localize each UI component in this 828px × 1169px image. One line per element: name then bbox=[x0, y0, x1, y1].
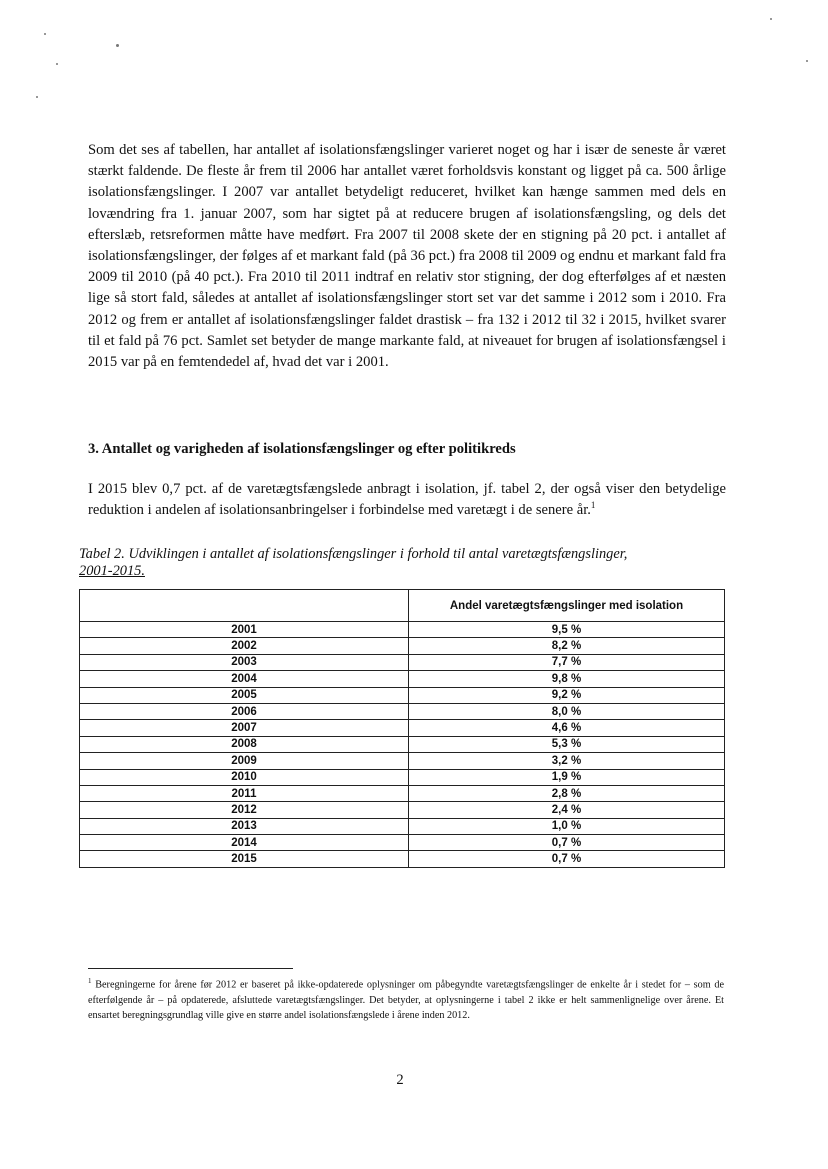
body-paragraph-2 bbox=[88, 479, 726, 521]
section-heading: 3. Antallet og varigheden af isolationsfængslinger og efter politikreds bbox=[88, 441, 516, 457]
value-cell: 1,9 % bbox=[409, 769, 725, 785]
value-cell: 1,0 % bbox=[409, 818, 725, 834]
value-cell: 7,7 % bbox=[409, 654, 725, 670]
body-paragraph-2-text: I 2015 blev 0,7 pct. af de varetægtsfængslede anbragt i isolation, jf. tabel 2, der også viser den betydelige reduktion i andelen af isolationsanbringelser i forbindelse med varetægt i de senere år. bbox=[88, 481, 726, 519]
table-row bbox=[80, 671, 725, 687]
year-cell: 2005 bbox=[80, 687, 409, 703]
table-row bbox=[80, 818, 725, 834]
value-cell: 5,3 % bbox=[409, 736, 725, 752]
table-header-row bbox=[80, 590, 725, 622]
year-cell: 2011 bbox=[80, 785, 409, 801]
value-cell: 8,0 % bbox=[409, 703, 725, 719]
value-cell: 9,2 % bbox=[409, 687, 725, 703]
year-cell: 2007 bbox=[80, 720, 409, 736]
value-cell: 4,6 % bbox=[409, 720, 725, 736]
table-row bbox=[80, 753, 725, 769]
table-row bbox=[80, 802, 725, 818]
table-row bbox=[80, 654, 725, 670]
scan-speck bbox=[770, 18, 772, 20]
year-cell: 2004 bbox=[80, 671, 409, 687]
year-cell: 2014 bbox=[80, 835, 409, 851]
scan-speck bbox=[36, 96, 38, 98]
year-cell: 2002 bbox=[80, 638, 409, 654]
year-cell: 2015 bbox=[80, 851, 409, 867]
table-row bbox=[80, 687, 725, 703]
table-row bbox=[80, 736, 725, 752]
table-row bbox=[80, 835, 725, 851]
year-cell: 2006 bbox=[80, 703, 409, 719]
table-caption-line-2: 2001-2015. bbox=[79, 563, 145, 579]
year-cell: 2013 bbox=[80, 818, 409, 834]
footnote bbox=[88, 974, 724, 1023]
table-row bbox=[80, 720, 725, 736]
table-row bbox=[80, 703, 725, 719]
footnote-text: Beregningerne for årene før 2012 er baseret på ikke-opdaterede oplysninger om påbegyndte varetægtsfængslinger de enkelte år i stedet for – som de efterfølgende år – på opdaterede, afsluttede varetægtsfængslinger. Det betyder, at oplysningerne i tabel 2 ikke er helt sammenlignelige over årene. Et ensartet beregningsgrundlag ville give en større andel isolationsfængslede i årene inden 2012. bbox=[88, 979, 724, 1021]
value-cell: 3,2 % bbox=[409, 753, 725, 769]
value-cell: 2,4 % bbox=[409, 802, 725, 818]
table-row bbox=[80, 851, 725, 867]
table-row bbox=[80, 769, 725, 785]
footnote-separator bbox=[88, 968, 293, 969]
scan-speck bbox=[56, 63, 58, 65]
year-cell: 2001 bbox=[80, 622, 409, 638]
scan-speck bbox=[806, 60, 808, 62]
year-cell: 2010 bbox=[80, 769, 409, 785]
table-caption-line-1: Tabel 2. Udviklingen i antallet af isolationsfængslinger i forhold til antal varetægtsfængslinger, bbox=[79, 546, 628, 562]
year-cell: 2003 bbox=[80, 654, 409, 670]
value-cell: 0,7 % bbox=[409, 851, 725, 867]
scan-speck bbox=[116, 44, 119, 47]
value-cell: 9,8 % bbox=[409, 671, 725, 687]
header-value-cell: Andel varetægtsfængslinger med isolation bbox=[409, 590, 725, 622]
table-row bbox=[80, 785, 725, 801]
table-row bbox=[80, 622, 725, 638]
value-cell: 9,5 % bbox=[409, 622, 725, 638]
page-number: 2 bbox=[396, 1072, 404, 1088]
value-cell: 0,7 % bbox=[409, 835, 725, 851]
header-year-cell bbox=[80, 590, 409, 622]
scan-speck bbox=[44, 33, 46, 35]
isolation-share-table bbox=[79, 589, 725, 868]
year-cell: 2008 bbox=[80, 736, 409, 752]
year-cell: 2012 bbox=[80, 802, 409, 818]
footnote-reference: 1 bbox=[590, 500, 596, 511]
value-cell: 8,2 % bbox=[409, 638, 725, 654]
body-paragraph-1: Som det ses af tabellen, har antallet af isolationsfængslinger varieret noget og har i især de seneste år været stærkt faldende. De fleste år frem til 2006 har antallet været forholdsvis konstant og ligget på ca. 500 årlige isolationsfængslinger. I 2007 var antallet betydeligt reduceret, hvilket kan hænge sammen med dels en lovændring fra 1. januar 2007, som har sigtet på at reducere brugen af isolationsfængsling, og dels det efterslæb, retsreformen måtte have medført. Fra 2007 til 2008 skete der en stigning på 20 pct. i antallet af isolationsfængslinger, der følges af et markant fald (på 36 pct.) fra 2008 til 2009 og endnu et markant fald fra 2009 til 2010 (på 40 pct.). Fra 2010 til 2011 indtraf en relativ stor stigning, der dog efterfølges af et næsten lige så stort fald, således at antallet af isolationsfængslinger stort set var det samme i 2012 som i 2010. Fra 2012 og frem er antallet af isolationsfængslinger faldet drastisk – fra 132 i 2012 til 32 i 2015, hvilket svarer til et fald på 76 pct. Samlet set betyder de mange markante fald, at niveauet for brugen af isolationsfængsel i 2015 var på en femtendedel af, hvad det var i 2001. bbox=[88, 142, 726, 371]
year-cell: 2009 bbox=[80, 753, 409, 769]
table-caption bbox=[79, 546, 724, 580]
table-row bbox=[80, 638, 725, 654]
footnote-mark: 1 bbox=[88, 977, 92, 985]
value-cell: 2,8 % bbox=[409, 785, 725, 801]
